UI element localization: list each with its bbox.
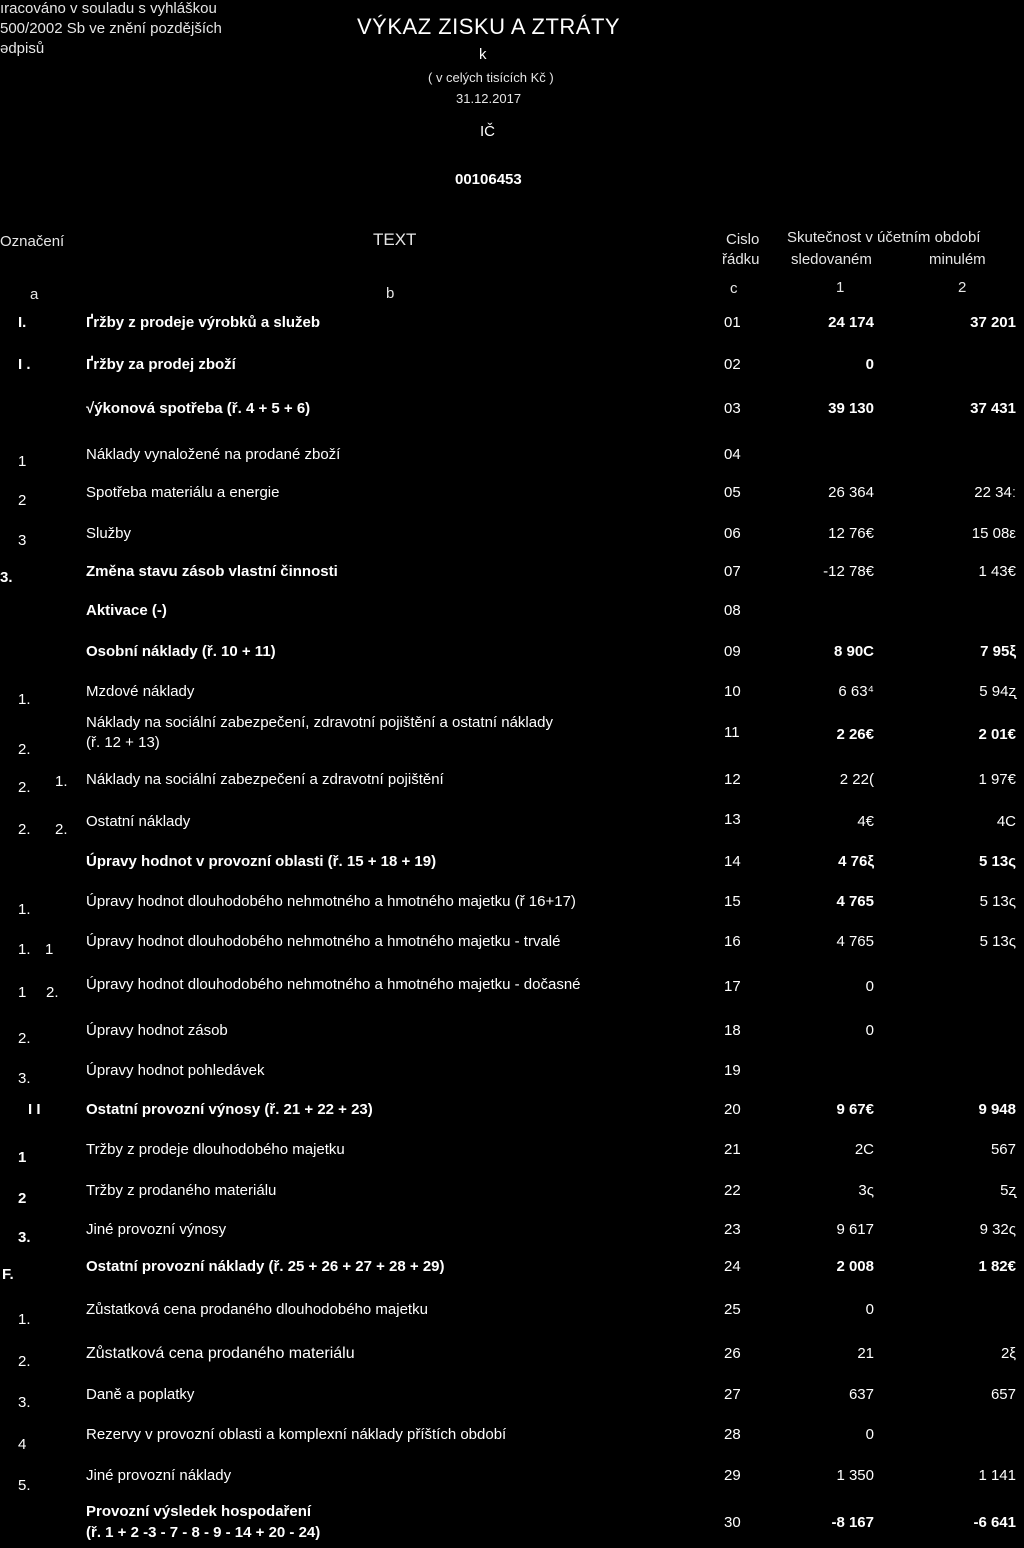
table-row — [0, 1503, 1024, 1547]
row-current-value: 21 — [857, 1345, 874, 1362]
row-number: 03 — [724, 400, 741, 417]
row-marker: I . — [18, 356, 31, 373]
row-current-value: 39 130 — [828, 400, 874, 417]
row-current-value: 8 90C — [833, 643, 874, 660]
row-marker: 2. — [18, 779, 31, 796]
row-number: 14 — [724, 853, 741, 870]
row-number: 10 — [724, 683, 741, 700]
row-label: Tržby z prodeje dlouhodobého majetku — [86, 1141, 345, 1158]
row-current-value: 2 22( — [839, 771, 874, 788]
row-number: 17 — [724, 978, 741, 995]
row-previous-value: 7 95ξ — [980, 643, 1016, 660]
row-marker: 2 — [18, 492, 27, 509]
row-marker: 2. — [18, 1030, 31, 1047]
row-current-value: 2 26€ — [836, 726, 874, 743]
row-marker: 3 — [18, 532, 27, 549]
col-text: TEXT — [373, 230, 417, 249]
row-number: 29 — [724, 1467, 741, 1484]
row-label: Aktivace (-) — [86, 602, 167, 619]
regulation-note-line1: ıracováno v souladu s vyhláškou — [0, 0, 217, 17]
ic-label: IČ — [480, 123, 495, 140]
row-number: 24 — [724, 1258, 741, 1275]
row-current-value: 24 174 — [828, 314, 874, 331]
title-sub-k: k — [479, 46, 487, 63]
row-submarker: 1 — [45, 941, 54, 958]
row-previous-value: 1 82€ — [978, 1258, 1016, 1275]
row-previous-value: 4C — [996, 813, 1016, 830]
row-previous-value: 37 431 — [970, 400, 1016, 417]
row-marker: 1. — [18, 691, 31, 708]
row-previous-value: 1 97€ — [978, 771, 1016, 788]
row-current-value: 4 76ξ — [838, 853, 874, 870]
row-label: Úpravy hodnot v provozní oblasti (ř. 15 + 18 + 19) — [86, 853, 437, 870]
row-number: 23 — [724, 1221, 741, 1238]
row-number: 08 — [724, 602, 741, 619]
row-number: 18 — [724, 1022, 741, 1039]
row-previous-value: 2ξ — [1000, 1345, 1016, 1362]
row-previous-value: 37 201 — [970, 314, 1016, 331]
row-marker: 3. — [18, 1070, 31, 1087]
row-number: 05 — [724, 484, 741, 501]
row-label: Úpravy hodnot dlouhodobého nehmotného a hmotného majetku (ř 16+17) — [86, 893, 576, 910]
row-current-value: 9 617 — [836, 1221, 874, 1238]
row-label: Zůstatková cena prodaného dlouhodobého majetku — [86, 1301, 428, 1318]
row-label: Ostatní provozní výnosy (ř. 21 + 22 + 23) — [86, 1101, 373, 1118]
row-number: 26 — [724, 1345, 741, 1362]
col-cislo: Cislo — [726, 231, 760, 248]
row-number: 07 — [724, 563, 741, 580]
regulation-note-line2: 500/2002 Sb ve znění pozdějších — [0, 20, 222, 37]
row-marker: 3. — [18, 1394, 31, 1411]
row-marker: 1 — [18, 1149, 27, 1166]
row-label: Zůstatková cena prodaného materiálu — [86, 1345, 355, 1362]
row-current-value: 4€ — [857, 813, 874, 830]
row-marker: F. — [2, 1266, 14, 1283]
col-letter-a: a — [30, 286, 39, 303]
row-number: 16 — [724, 933, 741, 950]
row-previous-value: 1 141 — [978, 1467, 1016, 1484]
row-label: Úpravy hodnot pohledávek — [86, 1062, 265, 1079]
row-label: Tržby z prodaného materiálu — [86, 1182, 277, 1199]
row-current-value: 0 — [865, 1301, 874, 1318]
row-current-value: 6 63⁴ — [838, 683, 874, 700]
row-label: Úpravy hodnot zásob — [86, 1022, 228, 1039]
row-label-continued: (ř. 12 + 13) — [86, 734, 160, 751]
row-marker: 5. — [18, 1477, 31, 1494]
col-letter-c: c — [730, 280, 738, 297]
row-previous-value: 2 01€ — [978, 726, 1016, 743]
row-number: 02 — [724, 356, 741, 373]
row-label: Spotřeba materiálu a energie — [86, 484, 280, 501]
row-number: 13 — [724, 811, 741, 828]
row-number: 27 — [724, 1386, 741, 1403]
row-label: Ostatní provozní náklady (ř. 25 + 26 + 27 + 28 + 29) — [86, 1258, 445, 1275]
row-marker: 3. — [18, 1229, 31, 1246]
row-label: Náklady na sociální zabezpečení a zdravotní pojištění — [86, 771, 444, 788]
row-label: Změna stavu zásob vlastní činnosti — [86, 563, 338, 580]
row-marker: 2 — [18, 1190, 27, 1207]
row-previous-value: 5 13ς — [979, 933, 1016, 950]
row-marker: 3. — [0, 569, 13, 586]
row-current-value: 2 008 — [836, 1258, 874, 1275]
row-number: 01 — [724, 314, 741, 331]
row-current-value: 637 — [848, 1386, 874, 1403]
row-label: Úpravy hodnot dlouhodobého nehmotného a hmotného majetku - trvalé — [86, 933, 561, 950]
row-number: 15 — [724, 893, 741, 910]
row-marker: 2. — [18, 741, 31, 758]
row-label: Úpravy hodnot dlouhodobého nehmotného a hmotného majetku - dočasné — [86, 976, 581, 993]
row-label: Služby — [86, 525, 132, 542]
row-marker: I I — [28, 1101, 41, 1118]
row-previous-value: 567 — [990, 1141, 1016, 1158]
units-note: ( v celých tisících Kč ) — [428, 70, 554, 85]
col-minulem: minulém — [929, 251, 986, 268]
row-previous-value: 9 948 — [978, 1101, 1016, 1118]
col-skutecnost: Skutečnost v účetním období — [787, 229, 981, 246]
row-current-value: 0 — [865, 1022, 874, 1039]
row-previous-value: 5 13ς — [979, 853, 1016, 870]
row-current-value: -8 167 — [831, 1514, 874, 1531]
row-number: 28 — [724, 1426, 741, 1443]
row-label: Jiné provozní výnosy — [86, 1221, 227, 1238]
row-label: Jiné provozní náklady — [86, 1467, 232, 1484]
row-number: 30 — [724, 1514, 741, 1531]
row-marker: 1 — [18, 453, 27, 470]
row-current-value: 3ς — [858, 1182, 874, 1199]
col-sledovanem: sledovaném — [791, 251, 872, 268]
col-number-1: 1 — [836, 279, 845, 296]
row-number: 12 — [724, 771, 741, 788]
row-marker: 2. — [18, 1353, 31, 1370]
row-current-value: 4 765 — [836, 933, 874, 950]
table-row — [0, 714, 1024, 758]
row-current-value: 9 67€ — [836, 1101, 874, 1118]
row-label: Náklady na sociální zabezpečení, zdravotní pojištění a ostatní náklady — [86, 714, 553, 731]
row-marker: 1 — [18, 984, 27, 1001]
row-number: 25 — [724, 1301, 741, 1318]
row-number: 20 — [724, 1101, 741, 1118]
row-number: 11 — [724, 724, 740, 741]
row-label: Náklady vynaložené na prodané zboží — [86, 446, 341, 463]
row-current-value: 0 — [865, 1426, 874, 1443]
row-current-value: 26 364 — [828, 484, 874, 501]
row-marker: 4 — [18, 1436, 27, 1453]
row-previous-value: 5 94ʐ — [979, 683, 1016, 700]
row-number: 21 — [724, 1141, 741, 1158]
row-label: Provozní výsledek hospodaření — [86, 1503, 312, 1520]
row-previous-value: 5ʐ — [1000, 1182, 1016, 1199]
row-previous-value: 9 32ς — [979, 1221, 1016, 1238]
ic-value: 00106453 — [455, 171, 522, 188]
row-previous-value: 5 13ς — [979, 893, 1016, 910]
row-label-continued: (ř. 1 + 2 -3 - 7 - 8 - 9 - 14 + 20 - 24) — [86, 1524, 321, 1541]
regulation-note-line3: ədpisů — [0, 40, 45, 57]
row-marker: 2. — [18, 821, 31, 838]
row-label: Ґržby za prodej zboží — [86, 356, 236, 373]
row-current-value: 12 76€ — [828, 525, 874, 542]
row-submarker: 2. — [46, 984, 59, 1001]
row-marker: 1. — [18, 901, 31, 918]
row-number: 09 — [724, 643, 741, 660]
row-current-value: 2C — [854, 1141, 874, 1158]
row-label: Mzdové náklady — [86, 683, 195, 700]
row-number: 06 — [724, 525, 741, 542]
row-label: √ýkonová spotřeba (ř. 4 + 5 + 6) — [86, 400, 311, 417]
row-label: Ґržby z prodeje výrobků a služeb — [86, 314, 321, 331]
row-number: 19 — [724, 1062, 741, 1079]
row-marker: I. — [18, 314, 27, 331]
row-submarker: 1. — [55, 773, 68, 790]
row-number: 22 — [724, 1182, 741, 1199]
page-title: VÝKAZ ZISKU A ZTRÁTY — [357, 14, 621, 39]
row-current-value: 1 350 — [836, 1467, 874, 1484]
col-letter-b: b — [386, 285, 395, 302]
col-number-2: 2 — [958, 279, 967, 296]
row-previous-value: 1 43€ — [978, 563, 1016, 580]
row-label: Ostatní náklady — [86, 813, 191, 830]
row-current-value: 4 765 — [836, 893, 874, 910]
row-marker: 1. — [18, 941, 31, 958]
row-previous-value: -6 641 — [973, 1514, 1016, 1531]
row-current-value: 0 — [865, 356, 874, 373]
row-previous-value: 15 08ε — [971, 525, 1016, 542]
col-oznaceni: Označení — [0, 233, 65, 250]
report-date: 31.12.2017 — [456, 91, 522, 106]
row-number: 04 — [724, 446, 741, 463]
row-current-value: 0 — [865, 978, 874, 995]
row-previous-value: 657 — [990, 1386, 1016, 1403]
row-label: Osobní náklady (ř. 10 + 11) — [86, 643, 276, 660]
row-current-value: -12 78€ — [823, 563, 874, 580]
row-marker: 1. — [18, 1311, 31, 1328]
row-label: Daně a poplatky — [86, 1386, 195, 1403]
row-submarker: 2. — [55, 821, 68, 838]
row-label: Rezervy v provozní oblasti a komplexní náklady příštích období — [86, 1426, 507, 1443]
col-radku: řádku — [722, 251, 760, 268]
row-previous-value: 22 34ː — [974, 484, 1016, 501]
